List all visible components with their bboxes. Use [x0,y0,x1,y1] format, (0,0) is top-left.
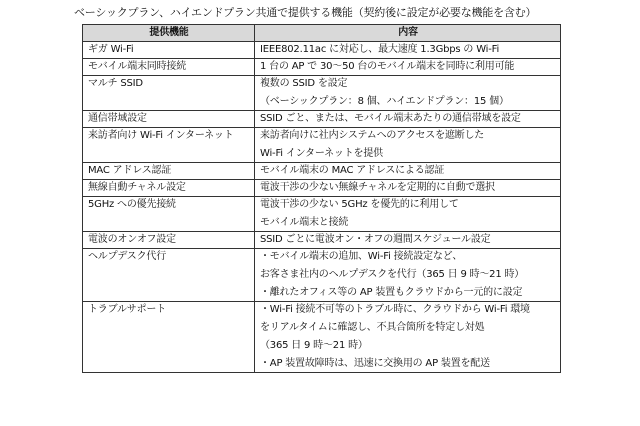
table-row [83,163,561,180]
content-line: モバイル端末の MAC アドレスによる認証 [260,165,445,176]
table-row [83,76,561,111]
content-line: （365 日 9 時～21 時） [260,340,368,351]
content-line: 来訪者向けに社内システムへのアクセスを遮断した [260,130,485,141]
content-cell [255,302,561,373]
content-cell [255,128,561,163]
table-row [83,302,561,373]
content-line: SSID ごとに電波オン・オフの週間スケジュール設定 [260,234,491,245]
content-cell [255,249,561,302]
feature-cell: 通信帯域設定 [83,111,255,128]
header-content: 内容 [255,25,561,42]
content-line: （ベーシックプラン：8 個、ハイエンドプラン：15 個） [260,96,509,107]
feature-cell: モバイル端末同時接続 [83,59,255,76]
content-line: SSID ごと、または、モバイル端末あたりの通信帯域を設定 [260,113,521,124]
content-line: ・離れたオフィス等の AP 装置もクラウドから一元的に設定 [260,287,523,298]
feature-table [82,24,561,373]
content-cell [255,42,561,59]
content-line: 電波干渉の少ない無線チャネルを定期的に自動で選択 [260,182,495,193]
table-caption: ベーシックプラン、ハイエンドプラン共通で提供する機能（契約後に設定が必要な機能を含む） [74,6,537,19]
feature-cell: トラブルサポート [83,302,255,373]
table-row [83,249,561,302]
table-row [83,180,561,197]
content-cell [255,197,561,232]
content-cell [255,76,561,111]
table-row [83,128,561,163]
content-cell [255,59,561,76]
content-line: ・Wi-Fi 接続不可等のトラブル時に、クラウドから Wi-Fi 環境 [260,304,530,315]
feature-cell: マルチ SSID [83,76,255,111]
content-cell [255,232,561,249]
content-line: ・モバイル端末の追加、Wi-Fi 接続設定など、 [260,251,463,262]
table-row [83,111,561,128]
table-row [83,232,561,249]
content-line: お客さま社内のヘルプデスクを代行（365 日 9 時～21 時） [260,269,525,280]
content-line: をリアルタイムに確認し、不具合箇所を特定し対処 [260,322,485,333]
content-line: 複数の SSID を設定 [260,78,348,89]
content-cell [255,111,561,128]
content-cell [255,180,561,197]
feature-cell: ヘルプデスク代行 [83,249,255,302]
table-row [83,42,561,59]
content-line: ・AP 装置故障時は、迅速に交換用の AP 装置を配送 [260,358,490,369]
feature-cell: 来訪者向け Wi-Fi インターネット [83,128,255,163]
table-row [83,59,561,76]
feature-cell: 電波のオンオフ設定 [83,232,255,249]
header-feature: 提供機能 [83,25,255,42]
feature-cell: MAC アドレス認証 [83,163,255,180]
content-line: IEEE802.11ac に対応し、最大速度 1.3Gbps の Wi-Fi [260,44,500,55]
feature-cell: 5GHz への優先接続 [83,197,255,232]
feature-cell: ギガ Wi-Fi [83,42,255,59]
content-line: 1 台の AP で 30～50 台のモバイル端末を同時に利用可能 [260,61,515,72]
content-line: Wi-Fi インターネットを提供 [260,148,383,159]
table-row [83,197,561,232]
content-cell [255,163,561,180]
feature-cell: 無線自動チャネル設定 [83,180,255,197]
content-line: 電波干渉の少ない 5GHz を優先的に利用して [260,199,459,210]
content-line: モバイル端末と接続 [260,217,349,228]
table-header-row [83,25,561,42]
